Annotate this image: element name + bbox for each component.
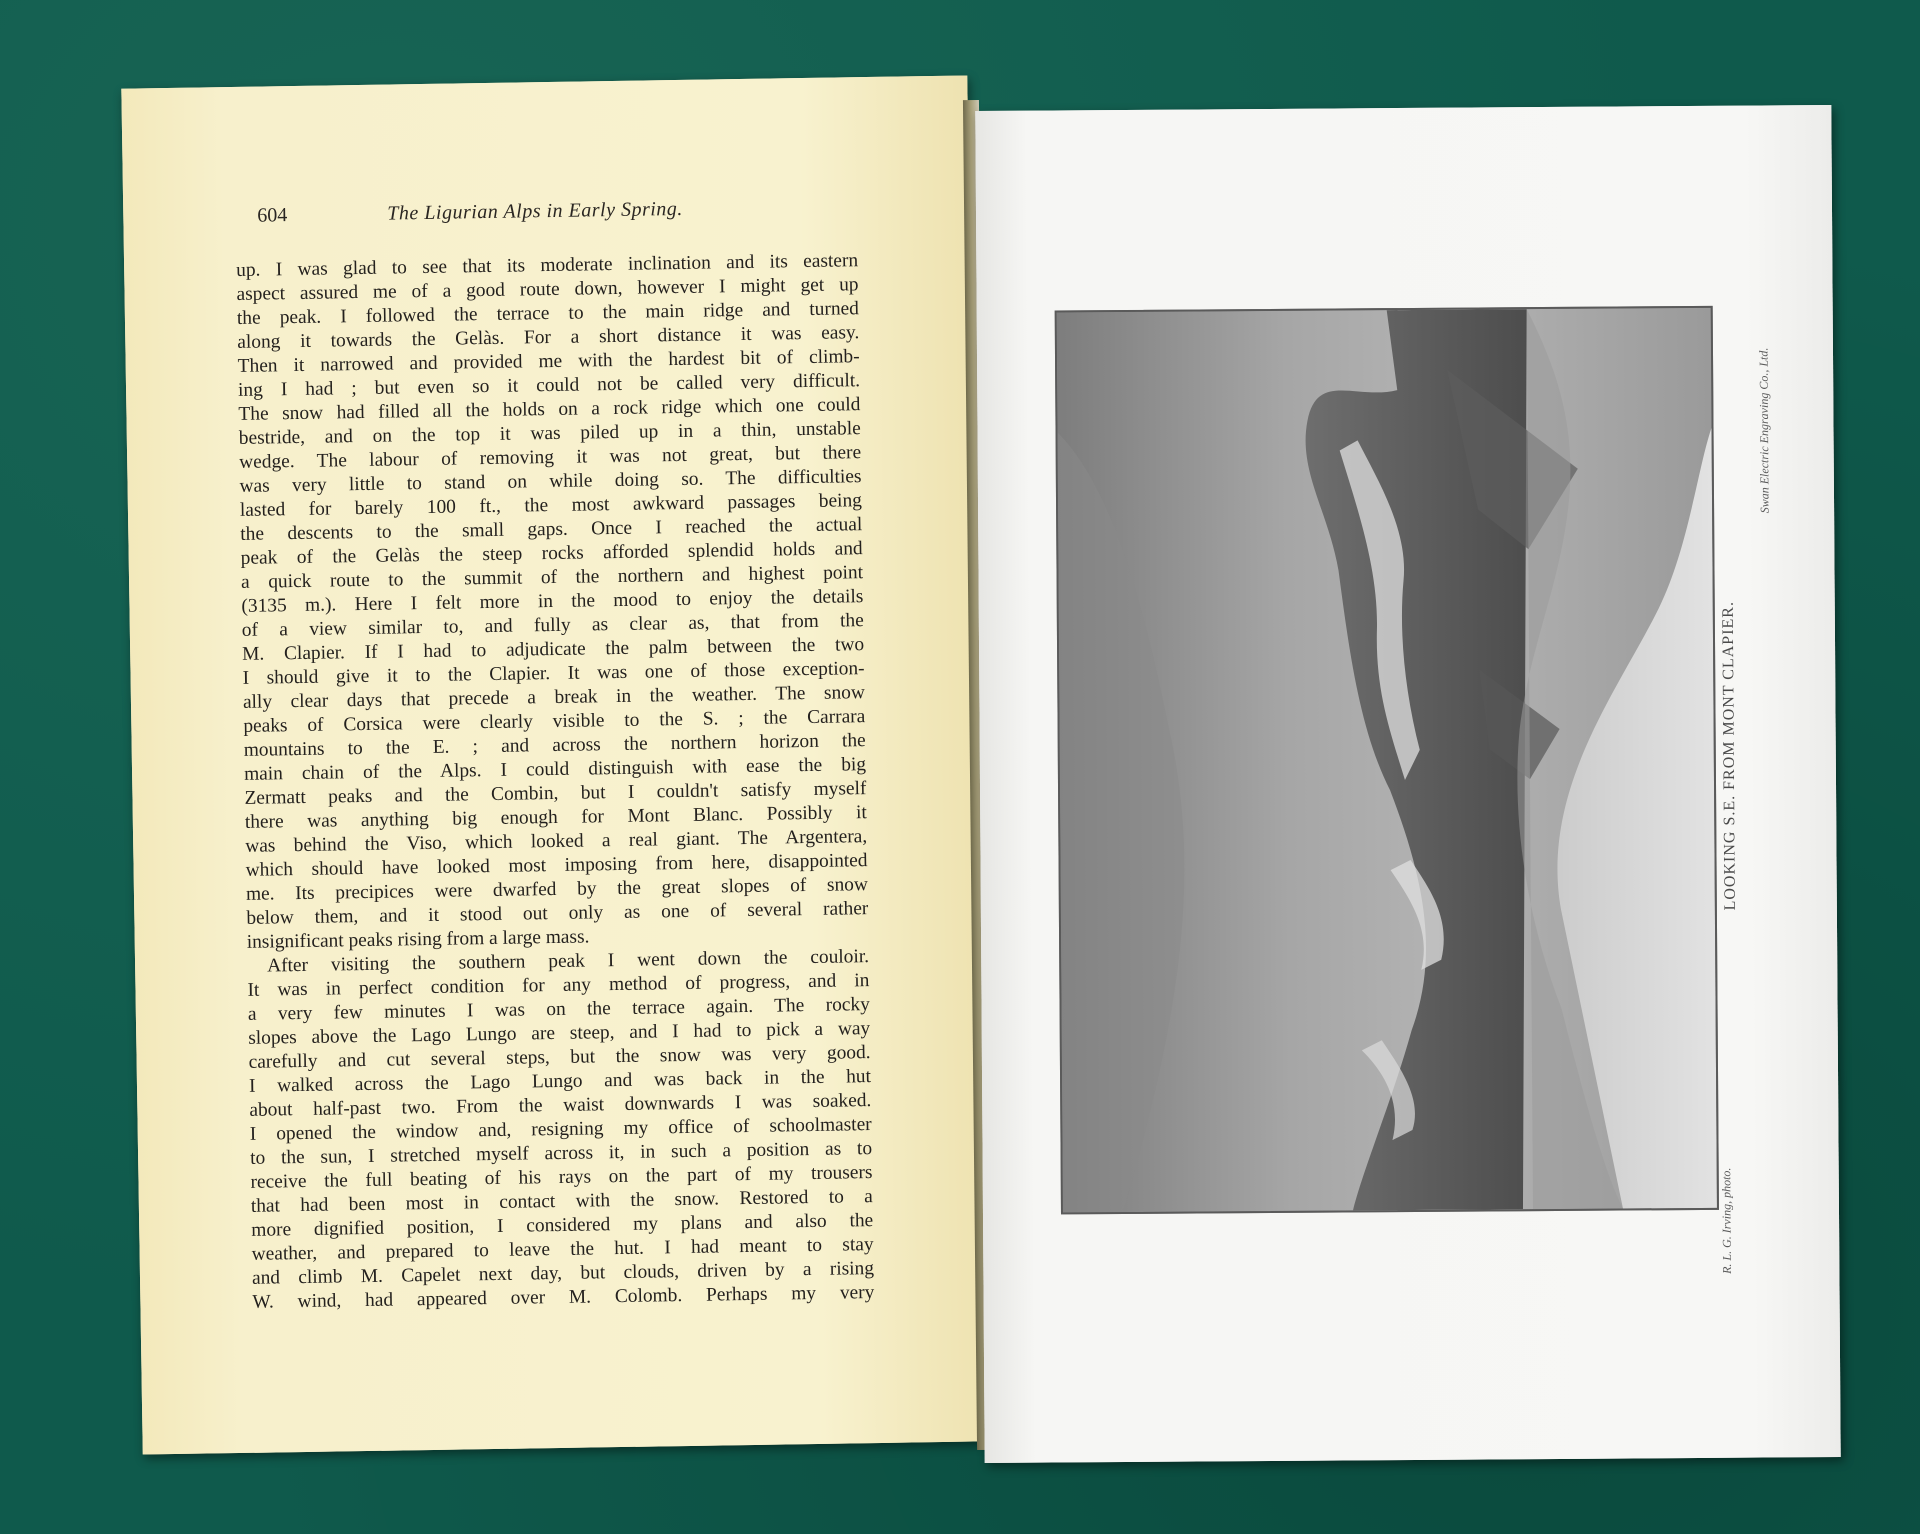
text-line: below them, and it stood out only as one of several rather: [246, 898, 869, 929]
text-line: about half-past two. From the waist downwards I was soaked.: [249, 1090, 872, 1121]
mountain-photo-plate: [1055, 306, 1719, 1215]
text-line: Then it narrowed and provided me with the hardest bit of climb-: [237, 346, 860, 377]
text-line: mountains to the E. ; and across the northern horizon the: [243, 730, 866, 761]
text-line: After visiting the southern peak I went down the couloir.: [266, 946, 870, 977]
text-line: there was anything big enough for Mont Blanc. Possibly it: [244, 802, 867, 833]
mountain-photo: [1057, 308, 1717, 1213]
plate-caption: LOOKING S.E. FROM MONT CLAPIER.: [1719, 601, 1739, 911]
text-line: that had been most in contact with the snow. Restored to a: [250, 1186, 873, 1217]
text-line: peak of the Gelàs the steep rocks afforded splendid holds and: [240, 538, 863, 569]
body-text: [236, 249, 875, 1315]
text-line: peaks of Corsica were clearly visible to the S. ; the Carrara: [243, 706, 866, 737]
text-line: lasted for barely 100 ft., the most awkward passages being: [239, 490, 863, 521]
text-line: to the sun, I stretched myself across it, in such a position as to: [249, 1138, 873, 1169]
text-line: aspect assured me of a good route down, however I might get up: [236, 274, 859, 305]
text-line: up. I was glad to see that its moderate inclination and its eastern: [236, 250, 859, 281]
text-line: was behind the Viso, which looked a real giant. The Argentera,: [245, 826, 868, 857]
running-title: The Ligurian Alps in Early Spring.: [387, 197, 684, 225]
text-line: which should have looked most imposing from here, disappointed: [245, 850, 868, 881]
text-line: Zermatt peaks and the Combin, but I couldn't satisfy myself: [244, 778, 867, 809]
text-line: The snow had filled all the holds on a rock ridge which one could: [238, 394, 861, 425]
text-line: ally clear days that precede a break in the weather. The snow: [242, 682, 866, 713]
text-line: I walked across the Lago Lungo and was back in the hut: [248, 1066, 872, 1097]
page-number: 604: [257, 204, 288, 227]
text-line: the descents to the small gaps. Once I reached the actual: [240, 514, 863, 545]
page-header: [257, 195, 898, 245]
text-line: slopes above the Lago Lungo are steep, and I had to pick a way: [248, 1018, 871, 1049]
text-line: along it towards the Gelàs. For a short distance it was easy.: [237, 322, 860, 353]
text-line: I should give it to the Clapier. It was one of those exception-: [242, 658, 865, 689]
text-line: and climb M. Capelet next day, but clouds, driven by a rising: [251, 1258, 875, 1289]
text-line: ing I had ; but even so it could not be called very difficult.: [237, 370, 861, 401]
text-line: W. wind, had appeared over M. Colomb. Perhaps my very: [252, 1282, 875, 1313]
text-line: weather, and prepared to leave the hut. I had meant to stay: [251, 1234, 874, 1265]
text-line: more dignified position, I considered my plans and also the: [251, 1210, 874, 1241]
text-line: a very few minutes I was on the terrace again. The rocky: [247, 994, 870, 1025]
text-line: was very little to stand on while doing so. The difficulties: [239, 466, 862, 497]
text-line: a quick route to the summit of the northern and highest point: [240, 562, 864, 593]
text-line: of a view similar to, and fully as clear as, that from the: [241, 610, 864, 641]
text-line: It was in perfect condition for any method of progress, and in: [247, 970, 870, 1001]
text-line: (3135 m.). Here I felt more in the mood to enjoy the details: [241, 586, 864, 617]
right-page: [975, 105, 1840, 1463]
text-line: insignificant peaks rising from a large mass.: [246, 926, 590, 953]
photo-credit: R. L. G. Irving, photo.: [1719, 1167, 1734, 1275]
engraver-credit: Swan Electric Engraving Co., Ltd.: [1756, 347, 1772, 514]
text-line: the peak. I followed the terrace to the main ridge and turned: [236, 298, 860, 329]
text-line: M. Clapier. If I had to adjudicate the palm between the two: [242, 634, 865, 665]
text-line: bestride, and on the top it was piled up in a thin, unstable: [238, 418, 861, 449]
text-line: me. Its precipices were dwarfed by the great slopes of snow: [245, 874, 869, 905]
text-line: I opened the window and, resigning my office of schoolmaster: [249, 1114, 872, 1145]
text-line: wedge. The labour of removing it was not great, but there: [239, 442, 862, 473]
text-line: receive the full beating of his rays on the part of my trousers: [250, 1162, 873, 1193]
text-line: carefully and cut several steps, but the snow was very good.: [248, 1042, 871, 1073]
left-page: [121, 75, 988, 1454]
text-line: main chain of the Alps. I could distinguish with ease the big: [243, 754, 867, 785]
